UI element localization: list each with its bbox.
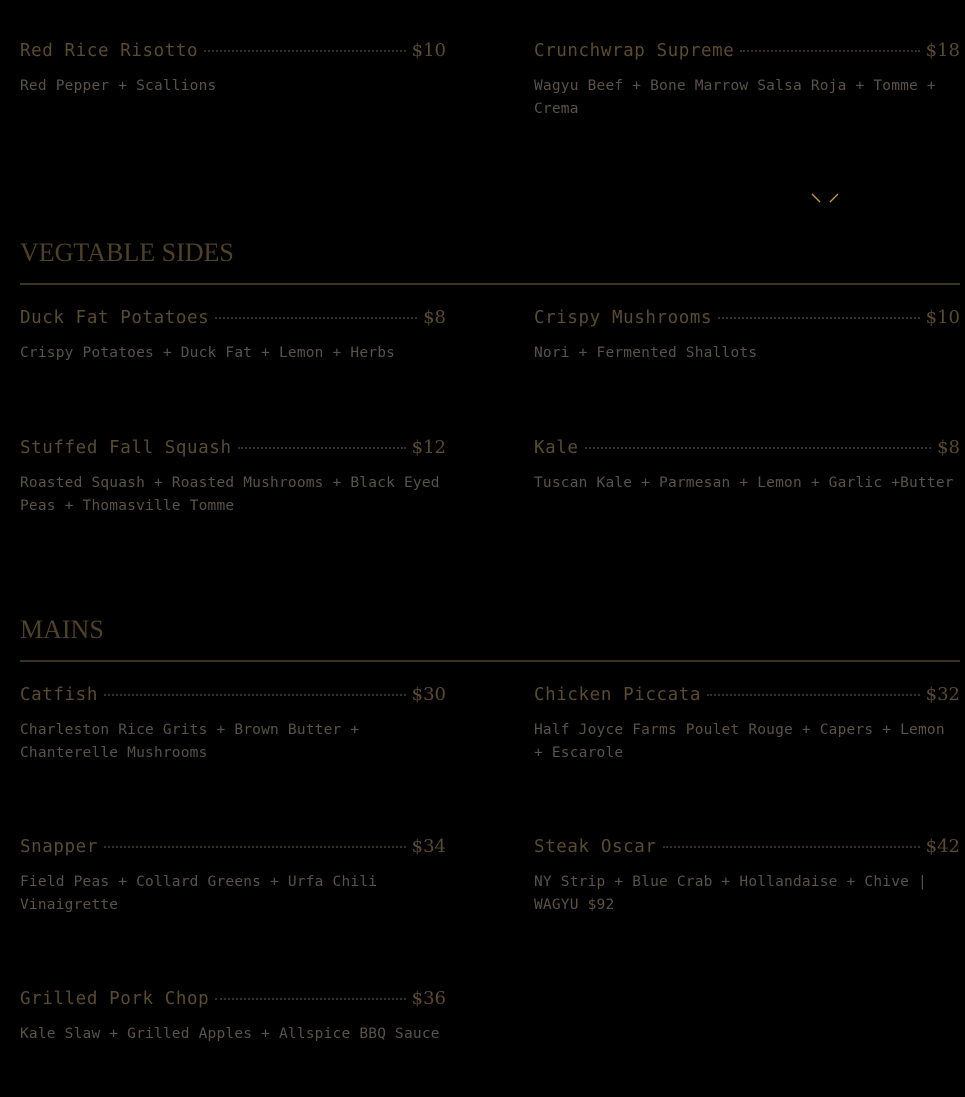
dot-leader: [104, 694, 406, 696]
menu-item: [534, 836, 960, 916]
dot-leader: [104, 846, 406, 848]
item-price: $18: [925, 40, 960, 61]
item-name: Chicken Piccata: [534, 685, 702, 705]
dot-leader: [238, 447, 406, 449]
item-description: Kale Slaw + Grilled Apples + Allspice BBQ Sauce: [20, 1026, 440, 1042]
menu-item: [20, 836, 446, 916]
item-name: Grilled Pork Chop: [20, 989, 210, 1009]
dot-leader: [215, 317, 417, 319]
item-name: Duck Fat Potatoes: [20, 308, 210, 328]
menu-item: [534, 40, 960, 120]
item-description: Half Joyce Farms Poulet Rouge + Capers + Lemon + Escarole: [534, 722, 945, 761]
item-price: $10: [411, 40, 446, 61]
item-price: $8: [937, 437, 960, 458]
dot-leader: [740, 50, 919, 52]
menu-item: [534, 684, 960, 764]
dot-leader: [215, 998, 405, 1000]
dot-leader: [707, 694, 920, 696]
item-description: Nori + Fermented Shallots: [534, 345, 758, 361]
dot-leader: [663, 846, 920, 848]
item-description: Red Pepper + Scallions: [20, 78, 217, 94]
item-price: $30: [411, 684, 446, 705]
menu-item: [534, 437, 960, 495]
dot-leader: [204, 50, 405, 52]
item-price: $34: [411, 836, 446, 857]
item-name: Crunchwrap Supreme: [534, 41, 735, 61]
menu-item: [20, 437, 446, 517]
menu-item: [20, 684, 446, 764]
item-name: Steak Oscar: [534, 837, 657, 857]
section-title-vegetable-sides: VEGTABLE SIDES: [20, 238, 234, 267]
chevron-down-icon[interactable]: [810, 192, 842, 206]
item-description: NY Strip + Blue Crab + Hollandaise + Chive | WAGYU $92: [534, 874, 927, 913]
item-description: Charleston Rice Grits + Brown Butter + Chanterelle Mushrooms: [20, 722, 360, 761]
item-price: $32: [925, 684, 960, 705]
item-price: $10: [925, 307, 960, 328]
item-description: Crispy Potatoes + Duck Fat + Lemon + Herbs: [20, 345, 396, 361]
item-description: Roasted Squash + Roasted Mushrooms + Black Eyed Peas + Thomasville Tomme: [20, 475, 440, 514]
menu-item: [20, 307, 446, 365]
item-name: Snapper: [20, 837, 98, 857]
item-description: Wagyu Beef + Bone Marrow Salsa Roja + Tomme + Crema: [534, 78, 936, 117]
item-price: $36: [411, 988, 446, 1009]
dot-leader: [585, 447, 932, 449]
item-name: Crispy Mushrooms: [534, 308, 713, 328]
item-description: Field Peas + Collard Greens + Urfa Chili Vinaigrette: [20, 874, 378, 913]
item-name: Stuffed Fall Squash: [20, 438, 232, 458]
item-price: $12: [411, 437, 446, 458]
section-title-mains: MAINS: [20, 615, 104, 644]
section-divider: [20, 660, 960, 662]
menu-item: [20, 40, 446, 98]
item-price: $42: [925, 836, 960, 857]
dot-leader: [718, 317, 919, 319]
item-name: Catfish: [20, 685, 98, 705]
item-name: Red Rice Risotto: [20, 41, 199, 61]
item-description: Tuscan Kale + Parmesan + Lemon + Garlic +Butter: [534, 475, 954, 491]
menu-item: [534, 307, 960, 365]
item-name: Kale: [534, 438, 579, 458]
section-divider: [20, 283, 960, 285]
item-price: $8: [423, 307, 446, 328]
menu-item: [20, 988, 446, 1046]
